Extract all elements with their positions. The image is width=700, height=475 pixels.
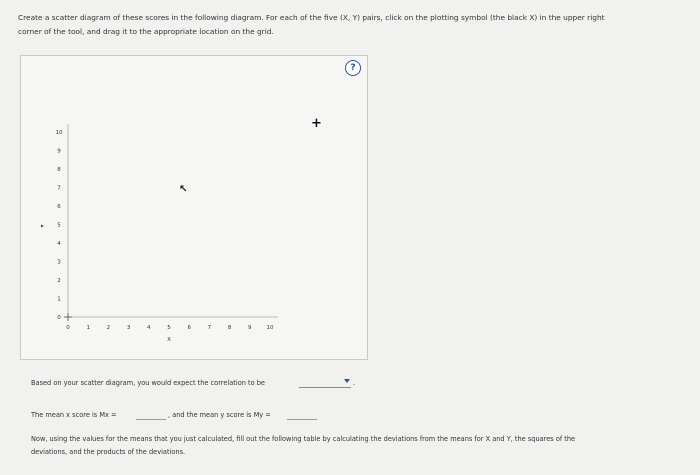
x-tick-label: 1 [86, 325, 90, 331]
mean-x-label: The mean x score is Mx = [31, 411, 117, 419]
cursor-arrow-icon: ↖ [179, 184, 188, 195]
x-tick-label: 3 [126, 325, 131, 331]
side-marker-icon: ▸ [41, 222, 45, 230]
x-axis-label: X [167, 337, 171, 343]
y-tick-label: 5 [57, 222, 61, 229]
y-tick-label: 9 [57, 148, 61, 155]
x-tick-label: 6 [187, 325, 191, 331]
plotting-symbol[interactable]: + [311, 116, 322, 131]
x-tick-label: 8 [227, 325, 232, 331]
y-tick-label: 6 [57, 204, 61, 210]
correlation-period: . [353, 379, 356, 387]
deviations-instructions: Now, using the values for the means that you just calculated, fill out the following table by calculating the deviations from the means for X and Y, the squares of the deviations, and the products of the deviations. [31, 435, 576, 456]
y-tick-label: 4 [57, 241, 61, 247]
correlation-dropdown[interactable] [299, 379, 351, 388]
chevron-down-icon[interactable] [344, 379, 350, 383]
x-tick-label: 10 [266, 325, 274, 331]
x-tick-label: 5 [167, 325, 171, 331]
scatter-plot-tool[interactable] [20, 55, 368, 360]
x-tick-label: 2 [106, 325, 111, 331]
instructions-text: Create a scatter diagram of these scores in the following diagram. For each of the five (X, Y) pairs, click on the plotting symbol (the black X) in the upper right corner of the tool, and drag it to the appropriate location on the grid. [18, 13, 605, 36]
y-tick-label: 1 [57, 296, 61, 303]
y-tick-label: 0 [57, 315, 61, 321]
mean-y-input[interactable] [287, 411, 317, 420]
x-tick-label: 7 [207, 325, 212, 331]
y-tick-label: 7 [57, 185, 61, 192]
y-tick-label: 8 [57, 167, 61, 173]
mean-x-input[interactable] [136, 411, 166, 420]
correlation-prompt: Based on your scatter diagram, you would expect the correlation to be [31, 379, 265, 387]
help-icon[interactable]: ? [345, 60, 361, 76]
y-tick-label: 3 [57, 259, 61, 266]
mean-y-label: , and the mean y score is My = [168, 411, 271, 419]
x-tick-label: 9 [248, 325, 252, 331]
scatter-grid[interactable] [21, 56, 367, 359]
y-tick-label: 2 [57, 278, 61, 284]
x-tick-label: 4 [147, 325, 151, 331]
y-tick-label: 10 [55, 130, 63, 136]
x-tick-label: 0 [66, 325, 70, 331]
